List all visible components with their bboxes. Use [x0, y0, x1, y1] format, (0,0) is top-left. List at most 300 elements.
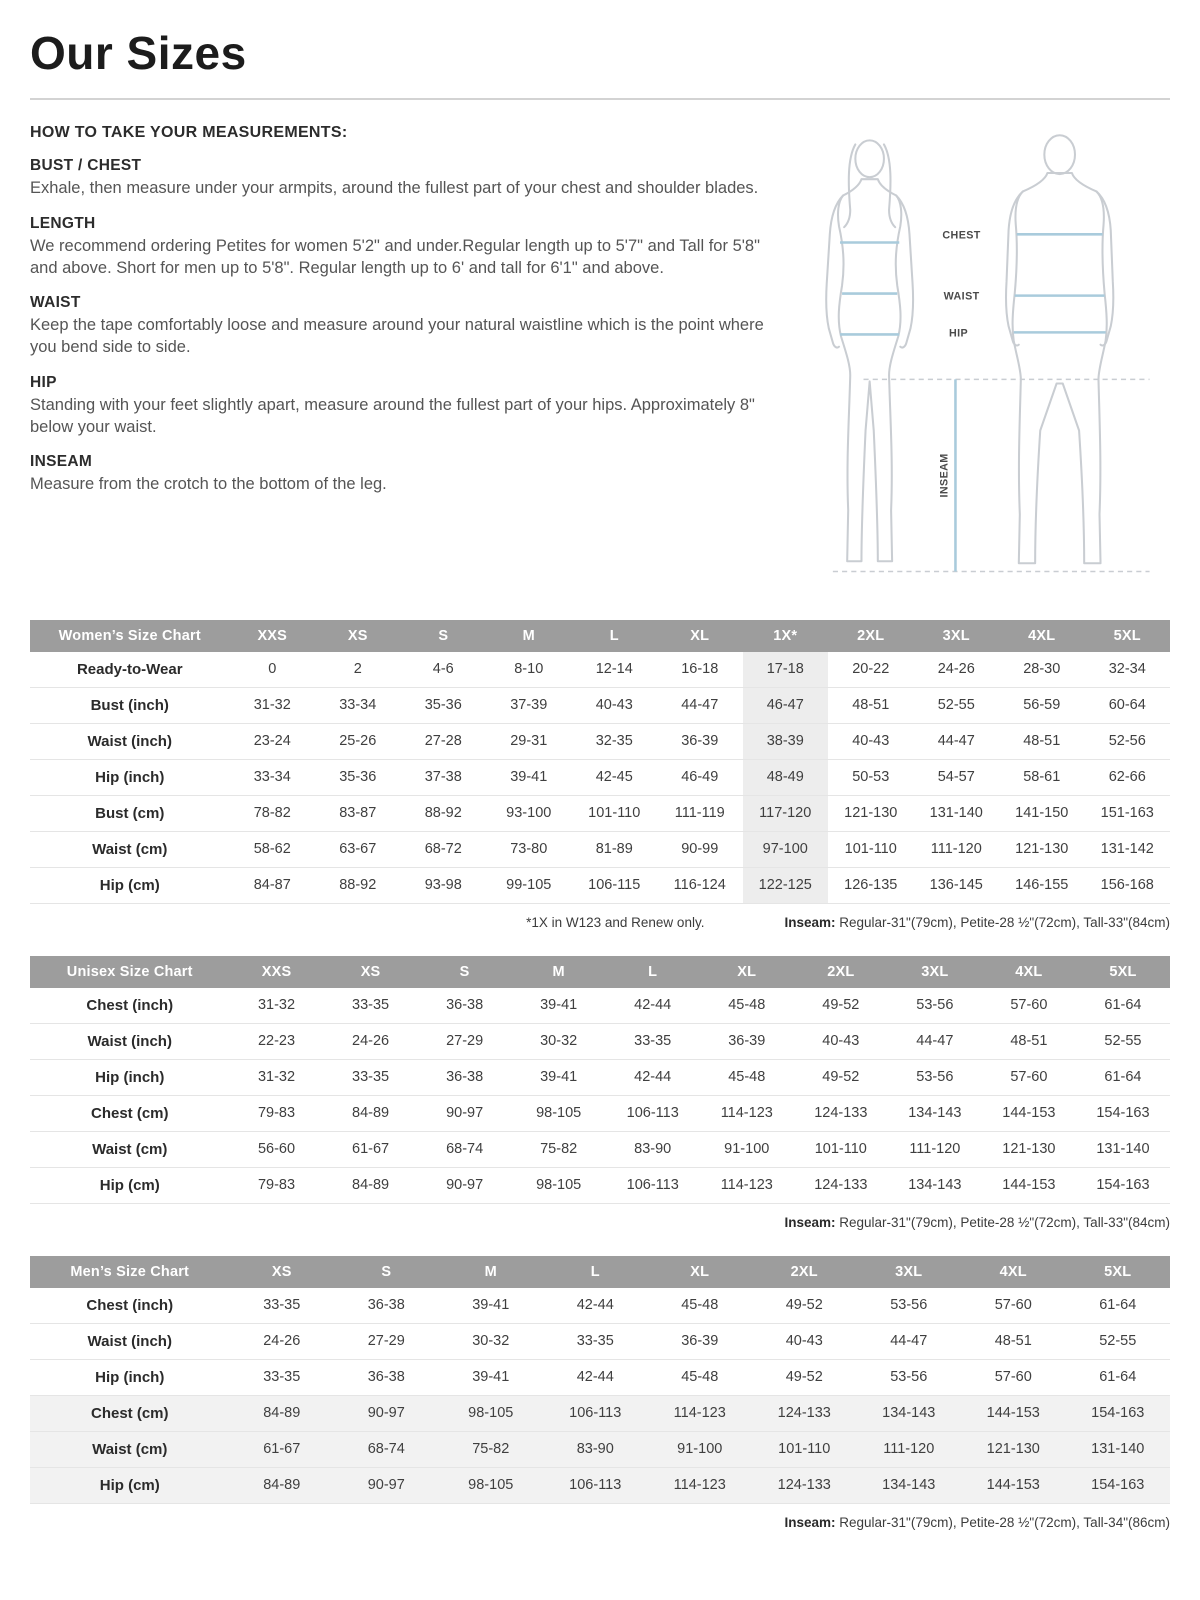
size-column-header: XXS — [230, 620, 316, 652]
table-row — [30, 723, 1170, 759]
size-cell: 90-97 — [334, 1395, 439, 1431]
table-row — [30, 759, 1170, 795]
size-cell: 90-97 — [418, 1095, 512, 1131]
size-cell: 106-115 — [572, 867, 658, 903]
inseam-label: INSEAM — [938, 453, 951, 498]
size-column-header: 2XL — [752, 1256, 857, 1288]
size-cell: 124-133 — [752, 1395, 857, 1431]
size-cell: 36-39 — [657, 723, 743, 759]
page-title: Our Sizes — [30, 27, 247, 79]
size-cell: 36-38 — [418, 988, 512, 1024]
size-cell: 4-6 — [401, 652, 487, 688]
row-label: Waist (inch) — [30, 1023, 230, 1059]
size-cell: 73-80 — [486, 831, 572, 867]
size-cell: 75-82 — [439, 1431, 544, 1467]
size-column-header: XS — [315, 620, 401, 652]
waist-label: WAIST — [943, 290, 980, 303]
size-cell: 57-60 — [961, 1288, 1066, 1324]
size-cell: 27-28 — [401, 723, 487, 759]
size-cell: 33-34 — [230, 759, 316, 795]
unisex-table — [30, 956, 1170, 1204]
womens-table — [30, 620, 1170, 904]
size-cell: 91-100 — [648, 1431, 753, 1467]
size-cell: 68-74 — [334, 1431, 439, 1467]
size-cell: 116-124 — [657, 867, 743, 903]
size-column-header: S — [418, 956, 512, 988]
size-cell: 25-26 — [315, 723, 401, 759]
size-cell: 39-41 — [512, 1059, 606, 1095]
size-cell: 58-61 — [999, 759, 1085, 795]
size-cell: 40-43 — [752, 1323, 857, 1359]
instruction-section-inseam — [30, 453, 766, 496]
size-cell: 61-67 — [230, 1431, 335, 1467]
size-cell: 49-52 — [752, 1288, 857, 1324]
size-cell: 48-49 — [743, 759, 829, 795]
inseam-footnote-label: Inseam: — [784, 1214, 836, 1230]
section-title: WAIST — [30, 294, 81, 312]
size-cell: 81-89 — [572, 831, 658, 867]
table-row — [30, 988, 1170, 1024]
instruction-section-length — [30, 215, 766, 280]
size-cell: 48-51 — [999, 723, 1085, 759]
size-column-header: 2XL — [794, 956, 888, 988]
size-cell: 134-143 — [888, 1167, 982, 1203]
table-row — [30, 1467, 1170, 1503]
size-cell: 131-140 — [1076, 1131, 1170, 1167]
size-cell: 91-100 — [700, 1131, 794, 1167]
size-cell: 88-92 — [401, 795, 487, 831]
size-column-header: L — [543, 1256, 648, 1288]
size-column-header: XL — [648, 1256, 753, 1288]
inseam-footnote-label: Inseam: — [784, 914, 836, 930]
row-label: Bust (inch) — [30, 687, 230, 723]
size-cell: 38-39 — [743, 723, 829, 759]
size-cell: 58-62 — [230, 831, 316, 867]
size-cell: 27-29 — [334, 1323, 439, 1359]
size-cell: 30-32 — [512, 1023, 606, 1059]
size-column-header: XS — [324, 956, 418, 988]
size-cell: 124-133 — [752, 1467, 857, 1503]
size-cell: 144-153 — [961, 1467, 1066, 1503]
size-cell: 20-22 — [828, 652, 914, 688]
size-column-header: 5XL — [1066, 1256, 1171, 1288]
size-cell: 83-90 — [606, 1131, 700, 1167]
size-cell: 93-98 — [401, 867, 487, 903]
table-row — [30, 1059, 1170, 1095]
size-cell: 111-119 — [657, 795, 743, 831]
table-row — [30, 1167, 1170, 1203]
size-cell: 84-87 — [230, 867, 316, 903]
womens-chart-footnotes — [30, 915, 1170, 930]
size-cell: 42-44 — [543, 1359, 648, 1395]
size-cell: 56-60 — [230, 1131, 324, 1167]
size-cell: 40-43 — [572, 687, 658, 723]
size-cell: 84-89 — [230, 1395, 335, 1431]
instruction-section-bust-chest — [30, 157, 766, 200]
table-row — [30, 1131, 1170, 1167]
size-cell: 32-34 — [1085, 652, 1171, 688]
unisex-size-chart — [30, 956, 1170, 1204]
size-cell: 79-83 — [230, 1095, 324, 1131]
table-title: Unisex Size Chart — [30, 956, 230, 988]
row-label: Chest (inch) — [30, 988, 230, 1024]
size-cell: 52-56 — [1085, 723, 1171, 759]
size-column-header: S — [334, 1256, 439, 1288]
size-cell: 39-41 — [439, 1288, 544, 1324]
size-cell: 154-163 — [1076, 1095, 1170, 1131]
table-row — [30, 1323, 1170, 1359]
size-column-header: L — [572, 620, 658, 652]
size-cell: 31-32 — [230, 988, 324, 1024]
mens-chart-footnotes — [30, 1515, 1170, 1530]
section-title: INSEAM — [30, 453, 93, 471]
size-cell: 131-142 — [1085, 831, 1171, 867]
size-cell: 111-120 — [857, 1431, 962, 1467]
size-cell: 101-110 — [752, 1431, 857, 1467]
size-cell: 111-120 — [914, 831, 1000, 867]
size-cell: 46-49 — [657, 759, 743, 795]
size-cell: 90-97 — [418, 1167, 512, 1203]
size-cell: 78-82 — [230, 795, 316, 831]
section-body: We recommend ordering Petites for women 5'2" and under.Regular length up to 5'7" and Tall for 5'8" and above. Short for men up to 5'8". Regular length up to 6' and tall for 6'1" and above. — [30, 236, 760, 277]
size-cell: 61-67 — [324, 1131, 418, 1167]
instruction-section-hip — [30, 374, 766, 439]
size-column-header: 4XL — [961, 1256, 1066, 1288]
size-cell: 68-74 — [418, 1131, 512, 1167]
table-row — [30, 1023, 1170, 1059]
inseam-footnote-text: Regular-31"(79cm), Petite-28 ½"(72cm), Tall-33"(84cm) — [839, 914, 1170, 930]
size-cell: 52-55 — [1076, 1023, 1170, 1059]
table-row — [30, 795, 1170, 831]
section-body: Measure from the crotch to the bottom of the leg. — [30, 475, 387, 494]
womens-size-chart — [30, 620, 1170, 904]
size-cell: 121-130 — [999, 831, 1085, 867]
size-cell: 154-163 — [1066, 1395, 1171, 1431]
unisex-chart-footnotes — [30, 1215, 1170, 1230]
size-cell: 56-59 — [999, 687, 1085, 723]
size-cell: 40-43 — [794, 1023, 888, 1059]
section-title: HIP — [30, 373, 57, 391]
size-cell: 88-92 — [315, 867, 401, 903]
size-column-header: 3XL — [914, 620, 1000, 652]
size-cell: 24-26 — [324, 1023, 418, 1059]
size-cell: 106-113 — [543, 1467, 648, 1503]
size-cell: 101-110 — [794, 1131, 888, 1167]
size-column-header: XS — [230, 1256, 335, 1288]
size-cell: 61-64 — [1076, 1059, 1170, 1095]
size-cell: 98-105 — [512, 1167, 606, 1203]
size-cell: 154-163 — [1076, 1167, 1170, 1203]
size-cell: 101-110 — [828, 831, 914, 867]
size-cell: 42-44 — [606, 988, 700, 1024]
header-row — [30, 1256, 1170, 1288]
size-cell: 117-120 — [743, 795, 829, 831]
mens-size-chart — [30, 1256, 1170, 1504]
measurement-diagram — [792, 124, 1170, 594]
size-cell: 122-125 — [743, 867, 829, 903]
size-cell: 126-135 — [828, 867, 914, 903]
size-cell: 36-39 — [648, 1323, 753, 1359]
size-cell: 101-110 — [572, 795, 658, 831]
size-cell: 98-105 — [512, 1095, 606, 1131]
size-cell: 17-18 — [743, 652, 829, 688]
size-cell: 114-123 — [648, 1395, 753, 1431]
size-cell: 141-150 — [999, 795, 1085, 831]
size-cell: 40-43 — [828, 723, 914, 759]
row-label: Hip (cm) — [30, 1467, 230, 1503]
row-label: Waist (cm) — [30, 1431, 230, 1467]
size-cell: 33-35 — [230, 1288, 335, 1324]
row-label: Bust (cm) — [30, 795, 230, 831]
size-cell: 60-64 — [1085, 687, 1171, 723]
row-label: Waist (cm) — [30, 831, 230, 867]
size-cell: 36-39 — [700, 1023, 794, 1059]
size-cell: 24-26 — [230, 1323, 335, 1359]
size-cell: 35-36 — [315, 759, 401, 795]
table-row — [30, 1395, 1170, 1431]
table-row — [30, 1431, 1170, 1467]
size-cell: 98-105 — [439, 1395, 544, 1431]
row-label: Waist (cm) — [30, 1131, 230, 1167]
size-cell: 93-100 — [486, 795, 572, 831]
size-cell: 0 — [230, 652, 316, 688]
mens-table — [30, 1256, 1170, 1504]
inseam-footnote-text: Regular-31"(79cm), Petite-28 ½"(72cm), Tall-33"(84cm) — [839, 1214, 1170, 1230]
size-cell: 32-35 — [572, 723, 658, 759]
size-cell: 61-64 — [1066, 1359, 1171, 1395]
size-cell: 144-153 — [961, 1395, 1066, 1431]
size-cell: 98-105 — [439, 1467, 544, 1503]
size-cell: 29-31 — [486, 723, 572, 759]
table-row — [30, 1095, 1170, 1131]
size-cell: 57-60 — [961, 1359, 1066, 1395]
row-label: Chest (cm) — [30, 1095, 230, 1131]
size-cell: 27-29 — [418, 1023, 512, 1059]
size-cell: 16-18 — [657, 652, 743, 688]
size-cell: 24-26 — [914, 652, 1000, 688]
size-cell: 48-51 — [961, 1323, 1066, 1359]
row-label: Ready-to-Wear — [30, 652, 230, 688]
measurement-instructions — [30, 124, 774, 594]
size-cell: 49-52 — [752, 1359, 857, 1395]
size-cell: 45-48 — [700, 1059, 794, 1095]
size-cell: 84-89 — [324, 1167, 418, 1203]
size-cell: 33-35 — [606, 1023, 700, 1059]
size-cell: 106-113 — [606, 1095, 700, 1131]
instructions-heading: HOW TO TAKE YOUR MEASUREMENTS: — [30, 124, 348, 141]
size-cell: 134-143 — [888, 1095, 982, 1131]
size-cell: 46-47 — [743, 687, 829, 723]
size-cell: 53-56 — [857, 1288, 962, 1324]
size-column-header: M — [486, 620, 572, 652]
size-cell: 146-155 — [999, 867, 1085, 903]
size-column-header: 3XL — [857, 1256, 962, 1288]
size-cell: 42-45 — [572, 759, 658, 795]
size-cell: 48-51 — [982, 1023, 1076, 1059]
size-cell: 124-133 — [794, 1167, 888, 1203]
size-column-header: 4XL — [999, 620, 1085, 652]
size-cell: 8-10 — [486, 652, 572, 688]
hip-label: HIP — [948, 327, 969, 340]
size-cell: 154-163 — [1066, 1467, 1171, 1503]
size-cell: 33-35 — [324, 1059, 418, 1095]
size-cell: 53-56 — [857, 1359, 962, 1395]
size-cell: 144-153 — [982, 1167, 1076, 1203]
row-label: Waist (inch) — [30, 1323, 230, 1359]
body-measurement-illustration — [792, 124, 1170, 594]
section-body: Standing with your feet slightly apart, measure around the fullest part of your hips. Approximately 8" below your waist. — [30, 395, 755, 436]
size-column-header: XXS — [230, 956, 324, 988]
size-cell: 36-38 — [334, 1359, 439, 1395]
size-cell: 144-153 — [982, 1095, 1076, 1131]
size-cell: 134-143 — [857, 1467, 962, 1503]
size-cell: 22-23 — [230, 1023, 324, 1059]
size-cell: 57-60 — [982, 988, 1076, 1024]
size-cell: 63-67 — [315, 831, 401, 867]
instruction-section-waist — [30, 294, 766, 359]
size-cell: 90-97 — [334, 1467, 439, 1503]
size-cell: 75-82 — [512, 1131, 606, 1167]
row-label: Waist (inch) — [30, 723, 230, 759]
header-row — [30, 620, 1170, 652]
row-label: Hip (cm) — [30, 1167, 230, 1203]
size-cell: 53-56 — [888, 1059, 982, 1095]
footnote-1x-note: *1X in W123 and Renew only. — [526, 914, 705, 930]
table-row — [30, 867, 1170, 903]
size-cell: 44-47 — [888, 1023, 982, 1059]
size-cell: 131-140 — [914, 795, 1000, 831]
chest-label: CHEST — [942, 229, 981, 242]
size-column-header: 4XL — [982, 956, 1076, 988]
size-column-header: M — [512, 956, 606, 988]
size-column-header: 2XL — [828, 620, 914, 652]
size-cell: 121-130 — [982, 1131, 1076, 1167]
size-cell: 57-60 — [982, 1059, 1076, 1095]
size-cell: 39-41 — [486, 759, 572, 795]
size-cell: 54-57 — [914, 759, 1000, 795]
size-column-header: S — [401, 620, 487, 652]
size-column-header: 3XL — [888, 956, 982, 988]
table-row — [30, 831, 1170, 867]
size-cell: 45-48 — [648, 1288, 753, 1324]
size-cell: 39-41 — [439, 1359, 544, 1395]
section-title: BUST / CHEST — [30, 157, 142, 174]
size-cell: 36-38 — [334, 1288, 439, 1324]
size-cell: 31-32 — [230, 687, 316, 723]
size-cell: 12-14 — [572, 652, 658, 688]
size-cell: 61-64 — [1066, 1288, 1171, 1324]
footnote-inseam — [784, 1515, 1170, 1530]
size-cell: 48-51 — [828, 687, 914, 723]
size-cell: 31-32 — [230, 1059, 324, 1095]
size-column-header: 1X* — [743, 620, 829, 652]
size-cell: 106-113 — [543, 1395, 648, 1431]
section-title: LENGTH — [30, 214, 96, 232]
size-cell: 33-35 — [230, 1359, 335, 1395]
table-row — [30, 1359, 1170, 1395]
size-cell: 121-130 — [828, 795, 914, 831]
table-title: Men’s Size Chart — [30, 1256, 230, 1288]
size-cell: 39-41 — [512, 988, 606, 1024]
size-cell: 42-44 — [606, 1059, 700, 1095]
size-cell: 134-143 — [857, 1395, 962, 1431]
size-cell: 49-52 — [794, 988, 888, 1024]
size-cell: 36-38 — [418, 1059, 512, 1095]
size-cell: 114-123 — [700, 1167, 794, 1203]
size-cell: 97-100 — [743, 831, 829, 867]
size-column-header: 5XL — [1076, 956, 1170, 988]
size-cell: 124-133 — [794, 1095, 888, 1131]
size-cell: 136-145 — [914, 867, 1000, 903]
section-body: Keep the tape comfortably loose and measure around your natural waistline which is the point where you bend side to side. — [30, 316, 764, 357]
man-figure — [1006, 135, 1113, 563]
size-cell: 156-168 — [1085, 867, 1171, 903]
size-cell: 33-34 — [315, 687, 401, 723]
size-cell: 114-123 — [648, 1467, 753, 1503]
size-cell: 28-30 — [999, 652, 1085, 688]
table-row — [30, 652, 1170, 688]
size-cell: 49-52 — [794, 1059, 888, 1095]
size-cell: 84-89 — [230, 1467, 335, 1503]
row-label: Hip (inch) — [30, 1059, 230, 1095]
size-cell: 68-72 — [401, 831, 487, 867]
size-cell: 83-87 — [315, 795, 401, 831]
size-cell: 83-90 — [543, 1431, 648, 1467]
size-column-header: L — [606, 956, 700, 988]
size-cell: 33-35 — [324, 988, 418, 1024]
inseam-footnote-text: Regular-31"(79cm), Petite-28 ½"(72cm), Tall-34"(86cm) — [839, 1514, 1170, 1530]
table-row — [30, 687, 1170, 723]
footnote-inseam — [784, 915, 1170, 930]
size-cell: 131-140 — [1066, 1431, 1171, 1467]
woman-figure — [826, 140, 913, 561]
inseam-footnote-label: Inseam: — [784, 1514, 836, 1530]
size-cell: 99-105 — [486, 867, 572, 903]
size-cell: 35-36 — [401, 687, 487, 723]
size-cell: 42-44 — [543, 1288, 648, 1324]
header-row — [30, 956, 1170, 988]
section-body: Exhale, then measure under your armpits, around the fullest part of your chest and shoulder blades. — [30, 179, 759, 197]
size-cell: 79-83 — [230, 1167, 324, 1203]
table-row — [30, 1288, 1170, 1324]
row-label: Hip (cm) — [30, 867, 230, 903]
size-cell: 106-113 — [606, 1167, 700, 1203]
table-title: Women’s Size Chart — [30, 620, 230, 652]
size-cell: 53-56 — [888, 988, 982, 1024]
measurements-section — [30, 124, 1170, 594]
size-column-header: 5XL — [1085, 620, 1171, 652]
size-cell: 61-64 — [1076, 988, 1170, 1024]
size-column-header: XL — [700, 956, 794, 988]
size-cell: 30-32 — [439, 1323, 544, 1359]
title-divider — [30, 98, 1170, 100]
row-label: Hip (inch) — [30, 1359, 230, 1395]
size-cell: 151-163 — [1085, 795, 1171, 831]
size-cell: 23-24 — [230, 723, 316, 759]
size-cell: 44-47 — [914, 723, 1000, 759]
size-cell: 52-55 — [914, 687, 1000, 723]
size-cell: 84-89 — [324, 1095, 418, 1131]
size-column-header: XL — [657, 620, 743, 652]
size-cell: 45-48 — [700, 988, 794, 1024]
size-cell: 45-48 — [648, 1359, 753, 1395]
size-column-header: M — [439, 1256, 544, 1288]
size-cell: 44-47 — [657, 687, 743, 723]
size-cell: 37-39 — [486, 687, 572, 723]
footnote-inseam — [784, 1215, 1170, 1230]
size-cell: 121-130 — [961, 1431, 1066, 1467]
size-cell: 90-99 — [657, 831, 743, 867]
